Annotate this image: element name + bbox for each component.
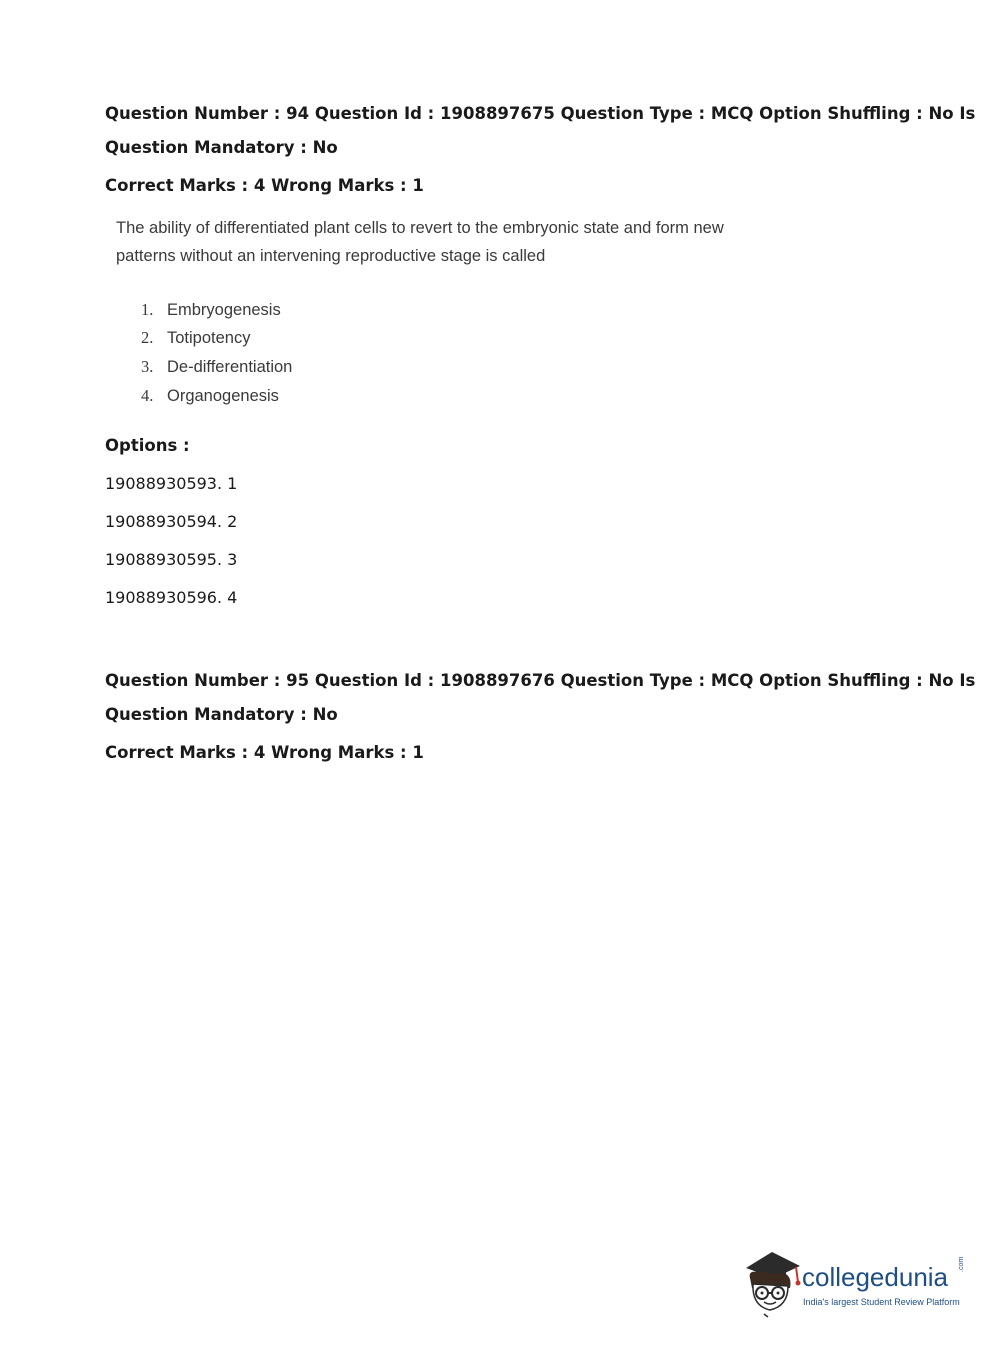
- question-94-option-2: 19088930594. 2: [105, 512, 238, 531]
- choice-text: De-differentiation: [167, 358, 293, 376]
- question-95-meta-line2: Question Mandatory : No: [105, 705, 338, 724]
- collegedunia-logo: [742, 1248, 972, 1320]
- choice-text: Totipotency: [167, 329, 251, 347]
- question-95-marks: Correct Marks : 4 Wrong Marks : 1: [105, 743, 424, 762]
- logo-brand-text: collegedunia: [802, 1262, 949, 1292]
- question-94-choice-4: [141, 386, 279, 406]
- choice-number: 2.: [141, 328, 154, 347]
- question-94-marks: Correct Marks : 4 Wrong Marks : 1: [105, 176, 424, 195]
- student-mascot-icon: [742, 1248, 804, 1320]
- question-94-stem-line2: patterns without an intervening reproductive stage is called: [116, 247, 546, 265]
- question-94-option-3: 19088930595. 3: [105, 550, 238, 569]
- choice-number: 1.: [141, 300, 154, 319]
- question-95-meta-line1: Question Number : 95 Question Id : 1908897676 Question Type : MCQ Option Shuffling : No Is: [105, 671, 976, 690]
- logo-tagline: India's largest Student Review Platform: [803, 1297, 960, 1307]
- choice-text: Embryogenesis: [167, 301, 281, 319]
- question-94-meta-line2: Question Mandatory : No: [105, 138, 338, 157]
- question-94-options-label: Options :: [105, 436, 190, 455]
- choice-number: 4.: [141, 386, 154, 405]
- question-94-stem-line1: The ability of differentiated plant cells to revert to the embryonic state and form new: [116, 219, 724, 237]
- choice-number: 3.: [141, 357, 154, 376]
- logo-dotcom-text: .com: [958, 1256, 965, 1272]
- question-94-choice-2: [141, 328, 250, 348]
- question-94-option-4: 19088930596. 4: [105, 588, 238, 607]
- question-94-option-1: 19088930593. 1: [105, 474, 238, 493]
- question-94-choice-3: [141, 357, 292, 377]
- question-94-meta-line1: Question Number : 94 Question Id : 1908897675 Question Type : MCQ Option Shuffling : No Is: [105, 104, 976, 123]
- choice-text: Organogenesis: [167, 387, 279, 405]
- question-94-choice-1: [141, 300, 281, 320]
